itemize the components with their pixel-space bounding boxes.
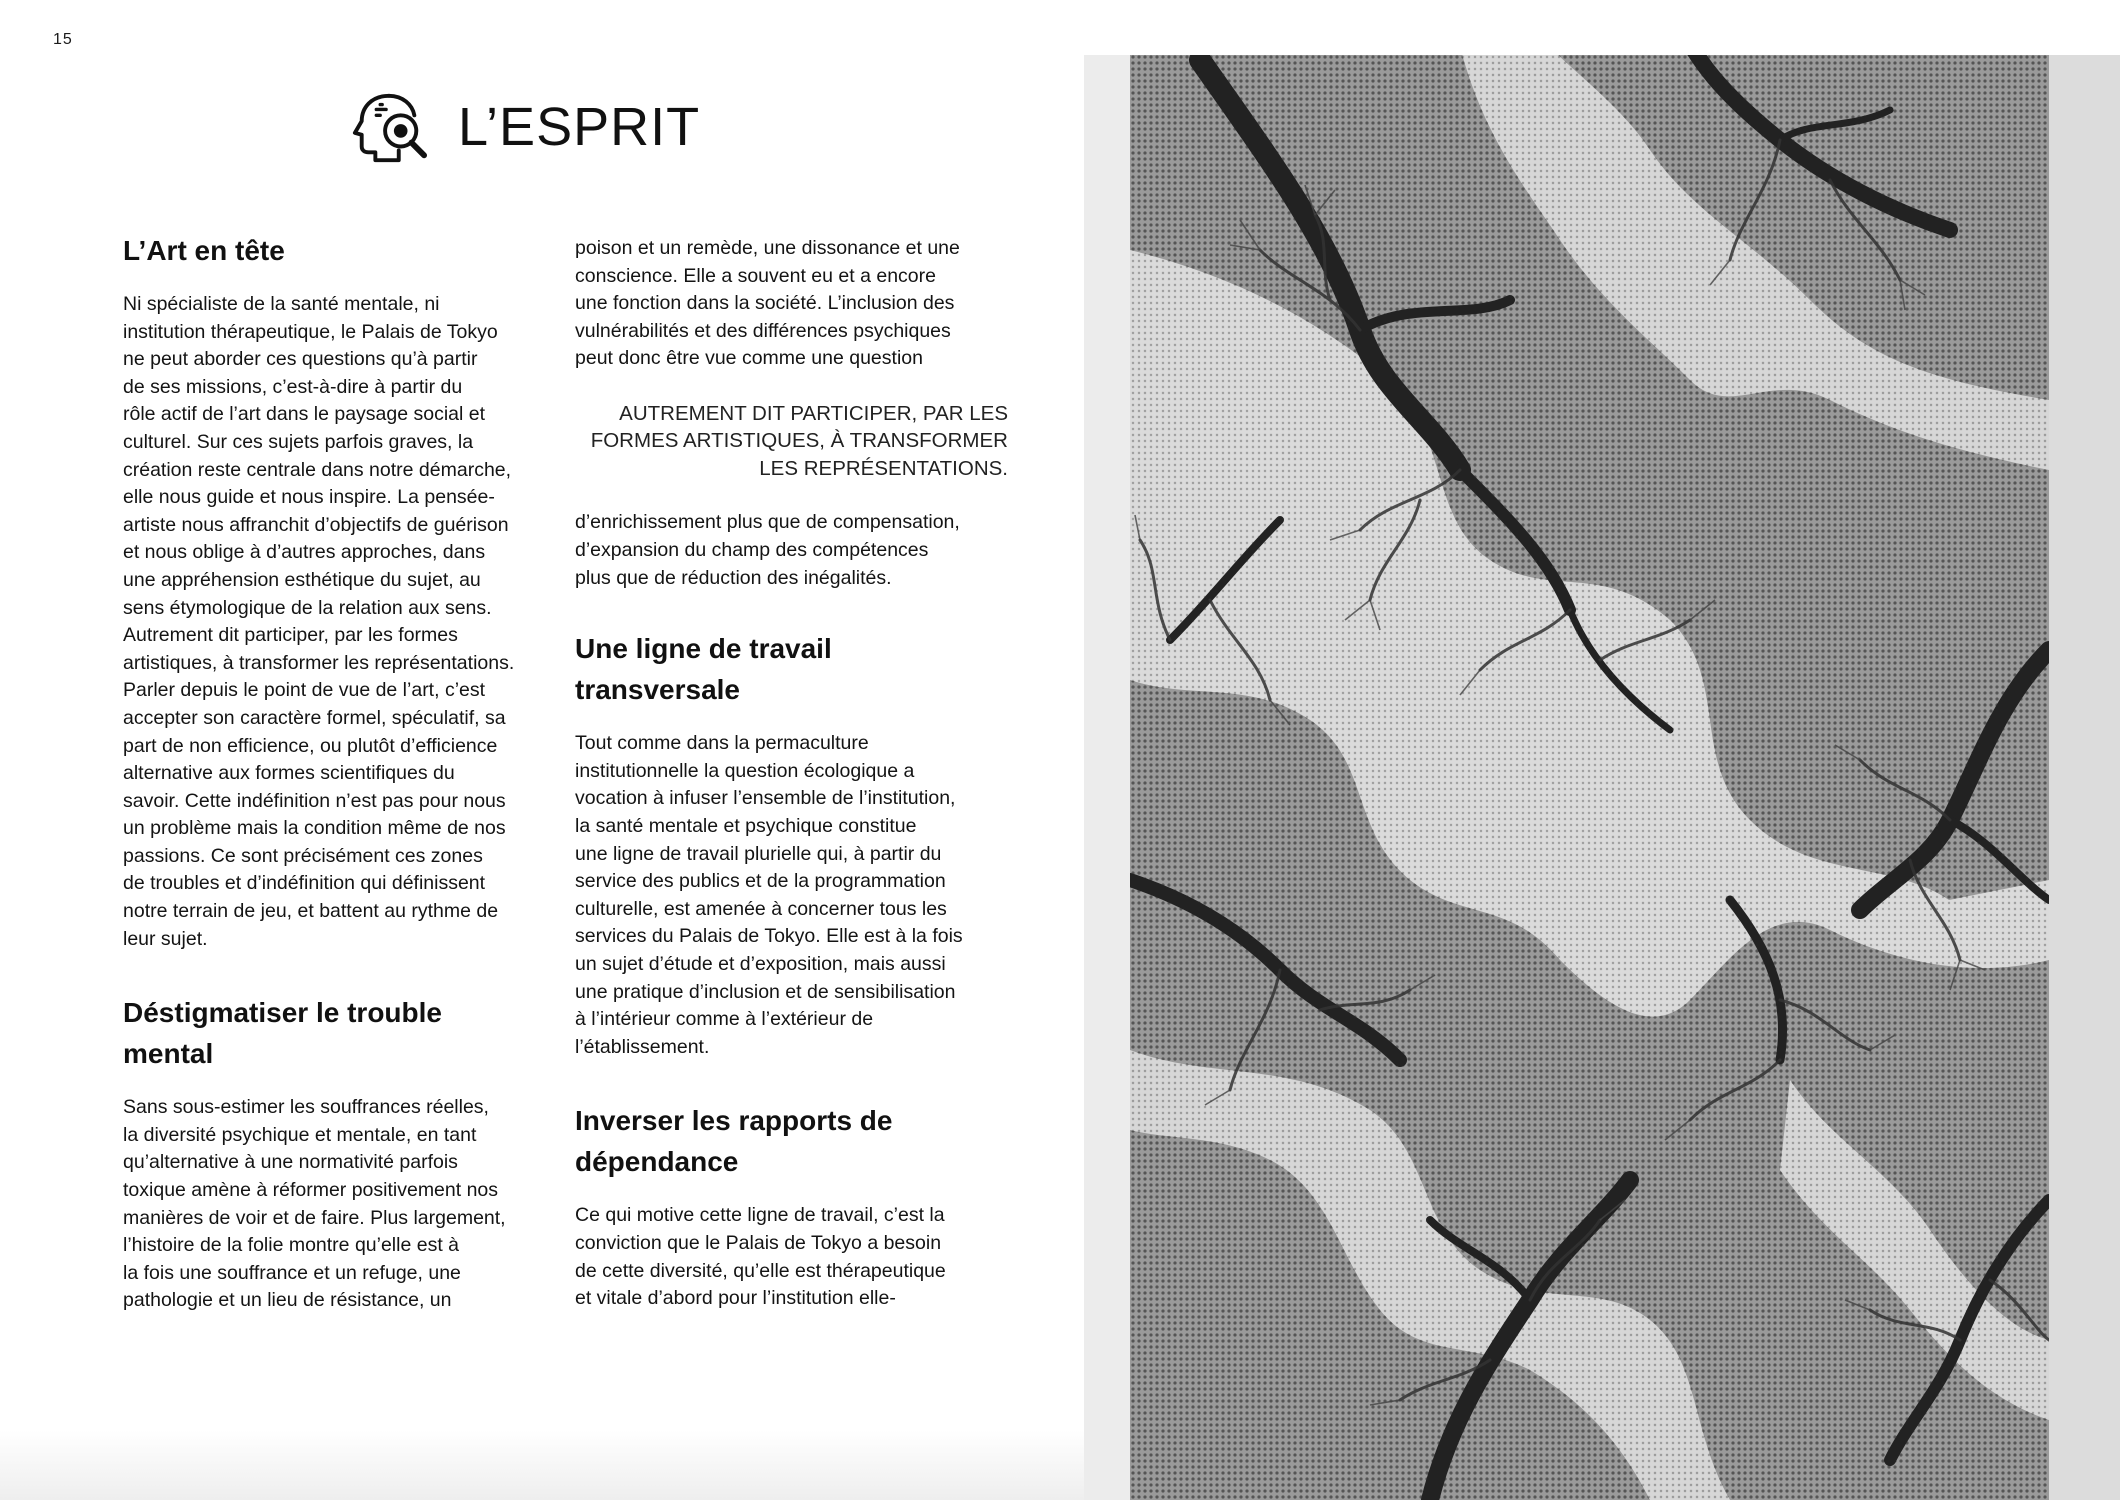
body-line: de troubles et d’indéfinition qui définissent [123,872,486,895]
pull-quote [560,400,1008,483]
heading-line: dépendance [575,1146,739,1178]
body-line: Autrement dit participer, par les formes [123,624,458,647]
middle-column [575,235,1008,1313]
body-line: ne peut aborder ces questions qu’à partir [123,348,478,371]
body-line: un sujet d’étude et d’exposition, mais aussi [575,953,946,975]
body-line: vulnérabilités et des différences psychiques [575,319,951,342]
body-line: la santé mentale et psychique constitue [575,815,917,838]
body-line: plus que de réduction des inégalités. [575,566,892,589]
body-line: notre terrain de jeu, et battent au rythme de [123,900,499,923]
body-line: Sans sous-estimer les souffrances réelles, [123,1096,489,1119]
tree-canopy-photo [1130,55,2049,1500]
body-line: passions. Ce sont précisément ces zones [123,844,483,867]
body-line: savoir. Cette indéfinition n’est pas pour nous [123,789,506,812]
body-line: Ce qui motive cette ligne de travail, c’est la [575,1204,945,1227]
after-quote-paragraph [575,509,1005,592]
body-line: toxique amène à réformer positivement nos [123,1179,499,1202]
photo-right-edge [2049,55,2120,1500]
body-line: culturel. Sur ces sujets parfois graves, la [123,430,474,453]
body-line: accepter son caractère formel, spéculatif, sa [123,706,506,729]
body-line: d’expansion du champ des compétences [575,539,929,562]
continued-paragraph [575,235,1005,373]
body-line: rôle actif de l’art dans le paysage social et [123,403,486,426]
heading-line: Inverser les rapports de [575,1105,893,1137]
body-line: Parler depuis le point de vue de l’art, c’est [123,679,486,702]
body-line: elle nous guide et nous inspire. La pensée- [123,486,495,509]
page-bottom-shadow [0,1430,1084,1500]
body-line: de ses missions, c’est-à-dire à partir du [123,375,463,398]
body-line: alternative aux formes scientifiques du [123,762,455,785]
body-line: qu’alternative à une normativité parfois [123,1151,458,1174]
heading-line: Une ligne de travail [575,633,832,665]
quote-line: LES REPRÉSENTATIONS. [759,456,1008,480]
body-line: création reste centrale dans notre démarche, [123,458,512,481]
body-line: l’histoire de la folie montre qu’elle est à [123,1234,460,1257]
section-body-art-en-tete [123,291,553,953]
body-line: culturelle, est amenée à concerner tous les [575,897,947,920]
body-line: une appréhension esthétique du sujet, au [123,568,481,591]
section-body-inverser [575,1202,1005,1312]
body-line: d’enrichissement plus que de compensation, [575,511,960,534]
body-line: services du Palais de Tokyo. Elle est à la fois [575,925,963,948]
body-line: Ni spécialiste de la santé mentale, ni [123,293,440,315]
heading-line: mental [123,1038,214,1070]
body-line: un problème mais la condition même de nos [123,817,506,840]
body-line: institution thérapeutique, le Palais de Tokyo [123,320,498,343]
section-heading-ligne-de-travail [575,628,1005,710]
body-line: une pratique d’inclusion et de sensibilisation [575,980,956,1003]
section-body-destigmatiser [123,1094,553,1315]
quote-line: FORMES ARTISTIQUES, À TRANSFORMER [590,429,1008,453]
photo-frame [1084,55,2120,1500]
section-heading-destigmatiser [123,992,553,1074]
body-line: vocation à infuser l’ensemble de l’institution, [575,787,956,810]
left-column [123,230,553,1315]
body-line: la diversité psychique et mentale, en tant [123,1123,477,1146]
body-line: institutionnelle la question écologique a [575,759,915,782]
quote-line: AUTREMENT DIT PARTICIPER, PAR LES [619,401,1008,425]
body-line: artistiques, à transformer les représentations. [123,651,515,674]
heading-line: Déstigmatiser le trouble [123,997,442,1029]
body-line: la fois une souffrance et un refuge, une [123,1261,461,1284]
body-line: part de non efficience, ou plutôt d’efficience [123,734,498,757]
body-line: de cette diversité, qu’elle est thérapeutique [575,1259,946,1282]
head-magnifier-icon [350,88,428,166]
page-title: L’ESPRIT [458,97,701,157]
body-line: service des publics et de la programmation [575,870,946,893]
body-line: pathologie et un lieu de résistance, un [123,1289,452,1312]
body-line: sens étymologique de la relation aux sens. [123,596,492,619]
page-number: 15 [53,31,73,48]
body-line: leur sujet. [123,927,208,950]
body-line: à l’intérieur comme à l’extérieur de [575,1008,874,1031]
body-line: manières de voir et de faire. Plus largement, [123,1206,506,1229]
section-heading-inverser [575,1100,1005,1182]
heading-line: transversale [575,674,741,706]
section-heading-art-en-tete: L’Art en tête [123,235,285,266]
body-line: conscience. Elle a souvent eu et a encore [575,264,936,287]
page-header [350,88,700,166]
body-line: conviction que le Palais de Tokyo a besoin [575,1231,942,1254]
body-line: artiste nous affranchit d’objectifs de guérison [123,513,509,536]
body-line: peut donc être vue comme une question [575,347,923,370]
body-line: et vitale d’abord pour l’institution elle- [575,1287,896,1310]
body-line: poison et un remède, une dissonance et une [575,237,960,259]
body-line: et nous oblige à d’autres approches, dans [123,541,486,564]
body-line: Tout comme dans la permaculture [575,732,869,755]
body-line: l’établissement. [575,1035,710,1058]
section-body-ligne-de-travail [575,730,1005,1061]
body-line: une fonction dans la société. L’inclusion des [575,292,955,315]
body-line: une ligne de travail plurielle qui, à partir du [575,842,942,865]
